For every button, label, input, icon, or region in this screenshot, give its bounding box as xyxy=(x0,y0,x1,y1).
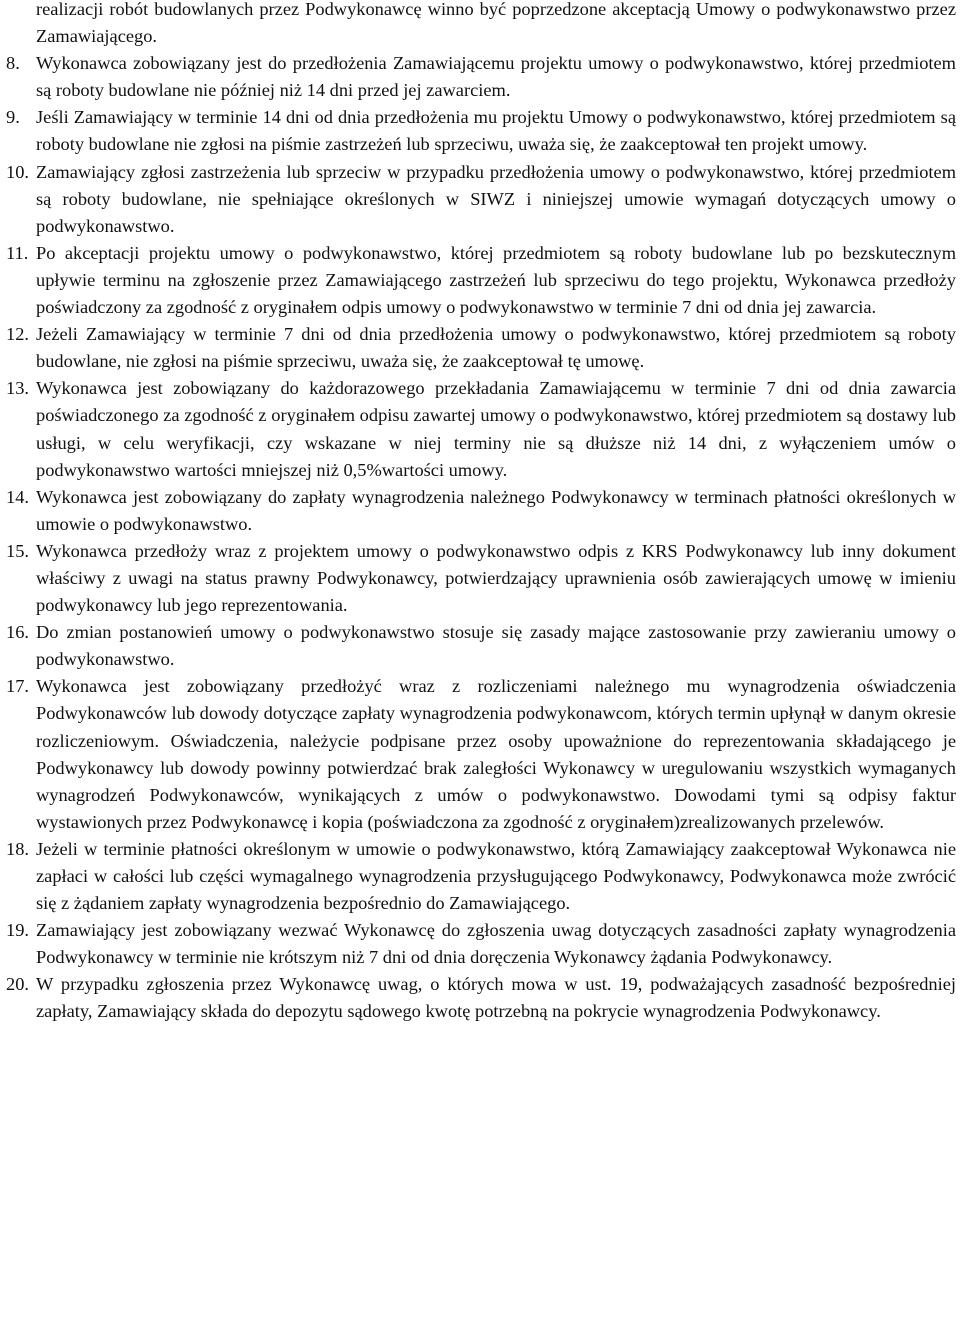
clause-17 xyxy=(6,673,956,836)
clause-number: 15. xyxy=(6,540,29,561)
clause-19 xyxy=(6,917,956,971)
clause-text: Jeżeli Zamawiający w terminie 7 dni od dnia przedłożenia umowy o podwykonawstwo, której przedmiotem są roboty budowlane, nie zgłosi na piśmie sprzeciwu, uważa się, że zaakceptował tę umowę. xyxy=(36,324,956,372)
clause-11 xyxy=(6,240,956,321)
clause-8 xyxy=(6,50,956,104)
clause-number: 17. xyxy=(6,676,29,697)
clause-20 xyxy=(6,971,956,1025)
clause-number: 8. xyxy=(6,53,20,74)
clause-10 xyxy=(6,159,956,240)
clause-text: Wykonawca zobowiązany jest do przedłożenia Zamawiającemu projektu umowy o podwykonawstwo, której przedmiotem są roboty budowlane nie później niż 14 dni przed jej zawarciem. xyxy=(36,53,956,101)
clause-9 xyxy=(6,104,956,158)
clause-number: 13. xyxy=(6,378,29,399)
continued-paragraph: realizacji robót budowlanych przez Podwykonawcę winno być poprzedzone akceptacją Umowy o podwykonawstwo przez Zamawiającego. xyxy=(36,0,956,47)
clause-text: Wykonawca jest zobowiązany do zapłaty wynagrodzenia należnego Podwykonawcy w terminach płatności określonych w umowie o podwykonawstwo. xyxy=(36,486,956,534)
clause-number: 10. xyxy=(6,161,29,182)
clause-16 xyxy=(6,619,956,673)
clause-text: Do zmian postanowień umowy o podwykonawstwo stosuje się zasady mające zastosowanie przy zawieraniu umowy o podwykonawstwo. xyxy=(36,622,956,670)
clause-18 xyxy=(6,836,956,917)
numbered-clause-list xyxy=(6,50,956,1025)
clause-text: Zamawiający zgłosi zastrzeżenia lub sprzeciw w przypadku przedłożenia umowy o podwykonawstwo, której przedmiotem są roboty budowlane, nie spełniające określonych w SIWZ i niniejszej umowie wymagań dotyczących umowy o podwykonawstwo. xyxy=(36,161,956,236)
clause-number: 12. xyxy=(6,324,29,345)
clause-number: 19. xyxy=(6,920,29,941)
clause-number: 11. xyxy=(6,242,29,263)
clause-13 xyxy=(6,375,956,483)
clause-text: Wykonawca jest zobowiązany do każdorazowego przekładania Zamawiającemu w terminie 7 dni od dnia zawarcia poświadczonego za zgodność z oryginałem odpisu zawartej umowy o podwykonawstwo, której przedmiotem są dostawy lub usługi, w celu weryfikacji, czy wskazane w niej terminy nie są dłuższe niż 14 dni, z wyłączeniem umów o podwykonawstwo wartości mniejszej niż 0,5%wartości umowy. xyxy=(36,378,956,480)
clause-15 xyxy=(6,538,956,619)
clause-text: Zamawiający jest zobowiązany wezwać Wykonawcę do zgłoszenia uwag dotyczących zasadności zapłaty wynagrodzenia Podwykonawcy w terminie nie krótszym niż 7 dni od dnia doręczenia Wykonawcy żądania Podwykonawcy. xyxy=(36,920,956,968)
clause-number: 18. xyxy=(6,838,29,859)
clause-14 xyxy=(6,484,956,538)
clause-text: W przypadku zgłoszenia przez Wykonawcę uwag, o których mowa w ust. 19, podważających zasadność bezpośredniej zapłaty, Zamawiający składa do depozytu sądowego kwotę potrzebną na pokrycie wynagrodzenia Podwykonawcy. xyxy=(36,974,956,1022)
clause-text: Wykonawca jest zobowiązany przedłożyć wraz z rozliczeniami należnego mu wynagrodzenia oświadczenia Podwykonawców lub dowody dotyczące zapłaty wynagrodzenia podwykonawcom, których termin upłynął w danym okresie rozliczeniowym. Oświadczenia, należycie podpisane przez osoby upoważnione do reprezentowania składającego je Podwykonawcy lub dowody powinny potwierdzać brak zaległości Wykonawcy w uregulowaniu wszystkich wymaganych wynagrodzeń Podwykonawców, wynikających z umów o podwykonawstwo. Dowodami tymi są odpisy faktur wystawionych przez Podwykonawcę i kopia (poświadczona za zgodność z oryginałem)zrealizowanych przelewów. xyxy=(36,676,956,832)
clause-number: 14. xyxy=(6,486,29,507)
clause-text: Jeżeli w terminie płatności określonym w umowie o podwykonawstwo, którą Zamawiający zaakceptował Wykonawca nie zapłaci w całości lub części wymagalnego wynagrodzenia przysługującego Podwykonawcy, Podwykonawca może zwrócić się z żądaniem zapłaty wynagrodzenia bezpośrednio do Zamawiającego. xyxy=(36,838,956,914)
clause-text: Po akceptacji projektu umowy o podwykonawstwo, której przedmiotem są roboty budowlane lub po bezskutecznym upływie terminu na zgłoszenie przez Zamawiającego zastrzeżeń lub sprzeciwu do tego projektu, Wykonawca przedłoży poświadczony za zgodność z oryginałem odpis umowy o podwykonawstwo w terminie 7 dni od dnia jej zawarcia. xyxy=(36,242,956,318)
clause-12 xyxy=(6,321,956,375)
clause-number: 16. xyxy=(6,622,29,643)
clause-number: 9. xyxy=(6,107,20,128)
clause-text: Wykonawca przedłoży wraz z projektem umowy o podwykonawstwo odpis z KRS Podwykonawcy lub inny dokument właściwy z uwagi na status prawny Podwykonawcy, potwierdzający uprawnienia osób zawierających umowę w imieniu podwykonawcy lub jego reprezentowania. xyxy=(36,540,956,616)
clause-text: Jeśli Zamawiający w terminie 14 dni od dnia przedłożenia mu projektu Umowy o podwykonawstwo, której przedmiotem są roboty budowlane nie zgłosi na piśmie zastrzeżeń lub sprzeciwu, uważa się, że zaakceptował ten projekt umowy. xyxy=(36,107,956,155)
clause-number: 20. xyxy=(6,974,29,995)
